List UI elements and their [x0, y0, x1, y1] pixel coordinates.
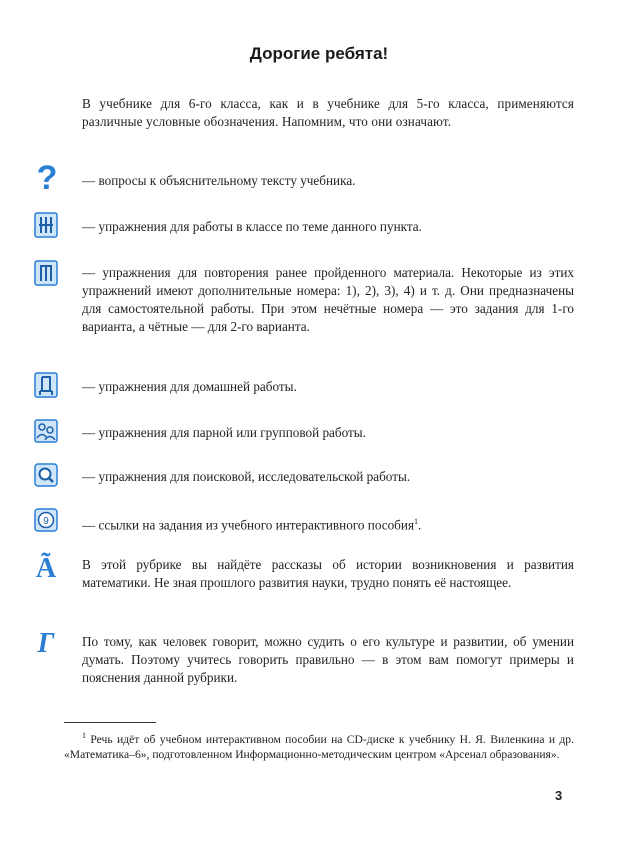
legend-text: — ссылки на задания из учебного интерактивного пособия$^1$. — [82, 517, 422, 533]
speech-rubric-icon: Г — [37, 628, 55, 659]
review-exercise-icon — [33, 260, 59, 286]
legend-text: — упражнения для повторения ранее пройденного материала. Некоторые из этих упражнений имеют дополнительные номера: 1), 2), 3), 4) и т. д. Они предназначены для самостоятельной работы. При этом нечётные номера — это задания для 1-го варианта, а чётные — для 2-го варианта. — [82, 265, 574, 334]
legend-text: — упражнения для парной или групповой работы. — [82, 425, 366, 440]
history-rubric-icon: Ã — [35, 553, 57, 584]
legend-text: — упражнения для поисковой, исследовательской работы. — [82, 469, 411, 484]
svg-text:9: 9 — [43, 516, 49, 527]
intro-paragraph: В учебнике для 6-го класса, как и в учебнике для 5-го класса, применяются различные условные обозначения. Напомним, что они означают. — [82, 96, 574, 129]
legend-text: По тому, как человек говорит, можно судить о его культуре и развитии, об умении думать. Поэтому учитесь говорить правильно — в этом вам помогут примеры и пояснения данной рубрики. — [82, 634, 574, 685]
homework-icon — [33, 372, 59, 398]
legend-text: В этой рубрике вы найдёте рассказы об истории возникновения и развития математики. Не зная прошлого развития науки, трудно понять её настоящее. — [82, 557, 574, 590]
page-title: Дорогие ребята! — [249, 44, 389, 63]
class-exercise-icon — [33, 212, 59, 238]
footnote-ref: 1 — [414, 517, 419, 526]
footnote: $^1$ Речь идёт об учебном интерактивном пособии на CD-диске к учебнику Н. Я. Виленкина и др. «Математика–6», подготовленном Информационно-методическим центром «Арсенал образования». — [64, 731, 575, 762]
legend-text: — вопросы к объяснительному тексту учебника. — [82, 173, 356, 188]
legend-text: — упражнения для работы в классе по теме данного пункта. — [82, 219, 422, 234]
group-work-icon — [33, 418, 59, 444]
footnote-divider — [64, 722, 156, 723]
legend-text: — упражнения для домашней работы. — [82, 379, 297, 394]
interactive-link-icon — [33, 507, 59, 533]
question-mark-icon: ? — [36, 159, 58, 197]
page-number: 3 — [555, 788, 563, 803]
magnifier-icon — [33, 462, 59, 488]
